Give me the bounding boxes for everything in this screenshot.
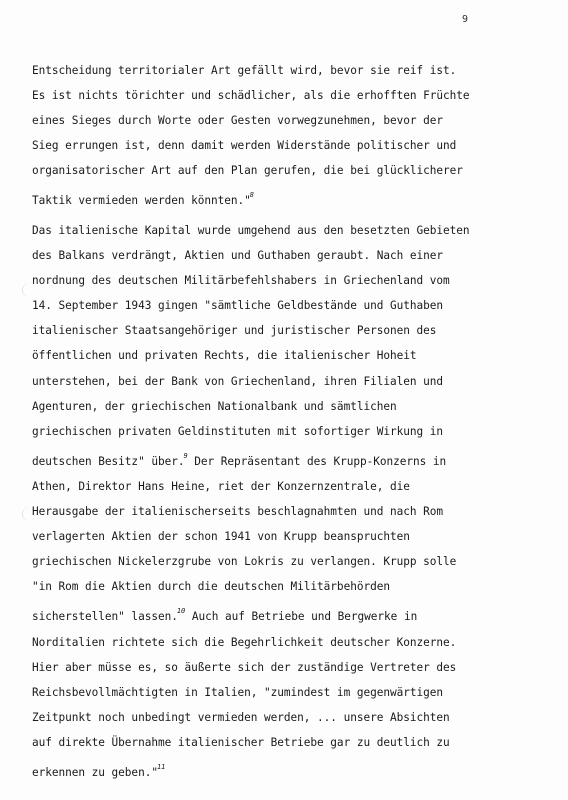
text-line: Reichsbevollmächtigten in Italien, "zumindest im gegenwärtigen bbox=[32, 685, 443, 699]
text-line: "in Rom die Aktien durch die deutschen Militärbehörden bbox=[32, 580, 390, 594]
page-number: 9 bbox=[462, 14, 469, 25]
text-line: Sieg errungen ist, denn damit werden Widerstände politischer und bbox=[32, 139, 457, 153]
text-line bbox=[32, 444, 542, 474]
text-line: verlagerten Aktien der schon 1941 von Krupp beanspruchten bbox=[32, 530, 410, 544]
footnote-marker: 9 bbox=[183, 451, 188, 460]
text-line: nordnung des deutschen Militärbefehlshabers in Griechenland vom bbox=[32, 274, 450, 288]
text-line: italienischer Staatsangehöriger und juristischer Personen des bbox=[32, 324, 437, 338]
text-line: Norditalien richtete sich die Begehrlichkeit deutscher Konzerne. bbox=[32, 635, 457, 649]
text-line bbox=[32, 183, 542, 213]
text-line: Das italienische Kapital wurde umgehend aus den besetzten Gebieten bbox=[32, 224, 470, 237]
text-line: 14. September 1943 gingen "sämtliche Geldbestände und Guthaben bbox=[32, 299, 443, 313]
text-line bbox=[32, 599, 542, 629]
text-line: griechischen Nickelerzgrube von Lokris zu verlangen. Krupp solle bbox=[32, 555, 457, 569]
paragraph-1 bbox=[32, 58, 542, 214]
text-segment: sicherstellen" lassen. bbox=[32, 610, 178, 624]
paragraph-2 bbox=[32, 218, 542, 785]
text-segment: deutschen Besitz" über. bbox=[32, 454, 185, 468]
text-segment: Der Repräsentant des Krupp-Konzerns in bbox=[187, 454, 447, 468]
text-line: unterstehen, bei der Bank von Griechenland, ihren Filialen und bbox=[32, 374, 443, 388]
text-line: Zeitpunkt noch unbedingt vermieden werden, ... unsere Absichten bbox=[32, 710, 450, 724]
footnote-marker: 8 bbox=[249, 191, 254, 200]
text-line bbox=[32, 755, 542, 785]
text-line: griechischen privaten Geldinstituten mit sofortiger Wirkung in bbox=[32, 424, 443, 438]
text-line: öffentlichen und privaten Rechts, die italienischer Hoheit bbox=[32, 349, 417, 363]
footnote-marker: 10 bbox=[176, 607, 186, 616]
text-line: Agenturen, der griechischen Nationalbank und sämtlichen bbox=[32, 399, 397, 413]
text-line: Es ist nichts törichter und schädlicher, als die erhofften Früchte bbox=[32, 89, 470, 103]
text-line: eines Sieges durch Worte oder Gesten vorwegzunehmen, bevor der bbox=[32, 114, 443, 128]
text-segment: Auch auf Betriebe und Bergwerke in bbox=[185, 610, 418, 624]
footnote-marker: 11 bbox=[156, 762, 166, 771]
text-line: des Balkans verdrängt, Aktien und Guthaben geraubt. Nach einer bbox=[32, 249, 443, 263]
text-line: Athen, Direktor Hans Heine, riet der Konzernzentrale, die bbox=[32, 479, 410, 493]
text-line: Herausgabe der italienischerseits beschlagnahmten und nach Rom bbox=[32, 505, 443, 519]
text-line: organisatorischer Art auf den Plan gerufen, die bei glücklicherer bbox=[32, 164, 463, 178]
text-line: auf direkte Übernahme italienischer Betriebe gar zu deutlich zu bbox=[32, 735, 450, 749]
text-line: Entscheidung territorialer Art gefällt wird, bevor sie reif ist. bbox=[32, 64, 457, 77]
text-segment: Taktik vermieden werden könnten." bbox=[32, 194, 251, 208]
text-line: Hier aber müsse es, so äußerte sich der zuständige Vertreter des bbox=[32, 660, 457, 674]
text-segment: erkennen zu geben." bbox=[32, 765, 158, 779]
